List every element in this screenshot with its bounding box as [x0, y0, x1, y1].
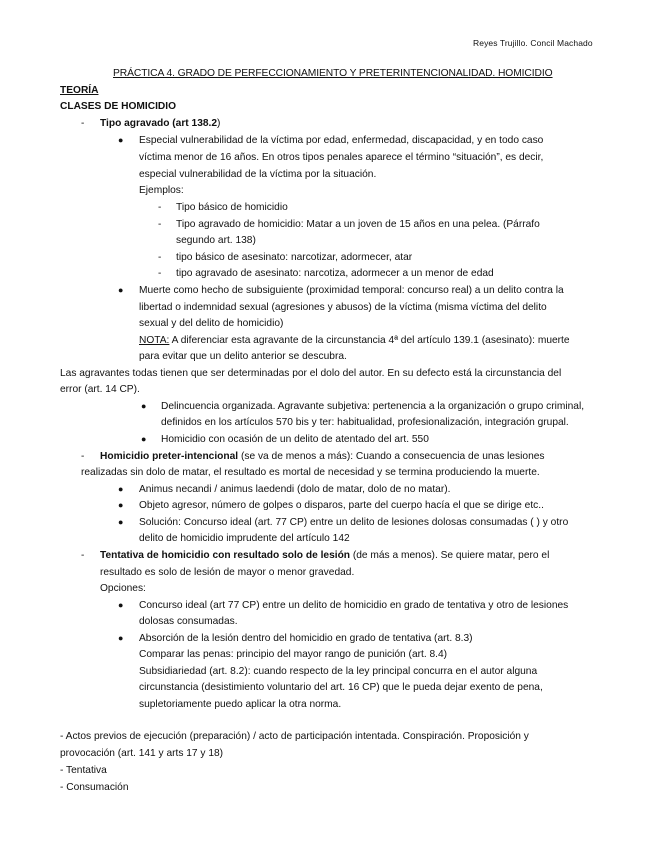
example-item: Tipo básico de homicidio	[176, 202, 288, 213]
dash-marker: -	[158, 219, 162, 230]
delincuencia-line: Delincuencia organizada. Agravante subjetiva: pertenencia a la organización o grupo criminal,	[161, 401, 585, 412]
dash-marker: -	[158, 252, 162, 263]
homicidio-ocasion: Homicidio con ocasión de un delito de atentado del art. 550	[161, 434, 429, 445]
example-item-cont: segundo art. 138)	[176, 235, 256, 246]
bullet-icon: ●	[141, 434, 147, 444]
nota-line	[139, 334, 570, 347]
dash-marker: -	[81, 118, 85, 129]
nota-line: para evitar que un delito anterior se descubra.	[139, 351, 347, 362]
final-line: - Consumación	[60, 782, 129, 793]
muerte-line: Muerte como hecho de subsiguiente (proximidad temporal: concurso real) a un delito contra la	[139, 285, 564, 296]
muerte-line: sexual y del delito de homicidio)	[139, 318, 284, 329]
example-item: Tipo agravado de homicidio: Matar a un joven de 15 años en una pelea. (Párrafo	[176, 219, 540, 230]
bullet-icon: ●	[118, 633, 124, 643]
opcion-line: circunstancia (desistimiento voluntario del art. 16 CP) que le pueda dejar exento de pena,	[139, 682, 543, 693]
dash-marker: -	[158, 268, 162, 279]
preter-bullet-cont: delito de homicidio imprudente del artículo 142	[139, 533, 350, 544]
preter-bullet: Objeto agresor, número de golpes o disparos, parte del cuerpo hacía el que se dirige etc..	[139, 500, 544, 511]
preter-text: (se va de menos a más): Cuando a consecuencia de unas lesiones	[238, 451, 545, 462]
bullet-icon: ●	[118, 135, 124, 145]
tentativa-line: resultado es solo de lesión de mayor o menor gravedad.	[100, 567, 355, 578]
bullet-icon: ●	[118, 285, 124, 295]
dash-marker: -	[81, 550, 85, 561]
nota-text: A diferenciar esta agravante de la circunstancia 4ª del artículo 139.1 (asesinato): muerte	[169, 335, 570, 346]
final-line: provocación (art. 141 y arts 17 y 18)	[60, 748, 224, 759]
theory-heading: TEORÍA	[60, 85, 99, 96]
delincuencia-line: definidos en los artículos 570 bis y ter: habitualidad, profesionalización, integración grupal.	[161, 417, 569, 428]
vuln-line: víctima menor de 16 años. En otros tipos penales aparece el término “situación”, es decir,	[139, 152, 544, 163]
tipo-agravado-art-num: 138.2	[191, 118, 218, 129]
dash-marker: -	[158, 202, 162, 213]
example-item: tipo agravado de asesinato: narcotiza, adormecer a un menor de edad	[176, 268, 494, 279]
vuln-line: especial vulnerabilidad de la víctima por la situación.	[139, 169, 377, 180]
opcion-line: Comparar las penas: principio del mayor rango de punición (art. 8.4)	[139, 649, 448, 660]
preter-label: Homicidio preter-intencional	[100, 451, 239, 462]
preter-bullet: Animus necandi / animus laedendi (dolo de matar, dolo de no matar).	[139, 484, 451, 495]
page-title: PRÁCTICA 4. GRADO DE PERFECCIONAMIENTO Y PRETERINTENCIONALIDAD. HOMICIDIO	[113, 68, 553, 79]
nota-label: NOTA:	[139, 335, 170, 346]
example-item: tipo básico de asesinato: narcotizar, adormecer, atar	[176, 252, 413, 263]
agravantes-line: Las agravantes todas tienen que ser determinadas por el dolo del autor. En su defecto está la circunstancia del	[60, 368, 562, 379]
opcion-line: dolosas consumadas.	[139, 616, 238, 627]
bullet-icon: ●	[118, 600, 124, 610]
classes-heading: CLASES DE HOMICIDIO	[60, 101, 177, 112]
bullet-icon: ●	[141, 401, 147, 411]
muerte-line: libertad o indemnidad sexual (agresiones y abusos) de la víctima (misma víctima del delito	[139, 302, 547, 313]
tentativa-heading	[100, 549, 549, 562]
opcion-line: Subsidiariedad (art. 8.2): cuando respecto de la ley principal concurra en el autor alguna	[139, 666, 538, 677]
header-author: Reyes Trujillo. Concil Machado	[473, 38, 593, 48]
tipo-agravado-art-close: )	[217, 118, 221, 129]
opcion-line: Absorción de la lesión dentro del homicidio en grado de tentativa (art. 8.3)	[139, 633, 473, 644]
opcion-line: supletoriamente puedo aplicar la otra norma.	[139, 699, 342, 710]
opcion-line: Concurso ideal (art 77 CP) entre un delito de homicidio en grado de tentativa y otro de lesiones	[139, 600, 569, 611]
dash-marker: -	[81, 451, 85, 462]
agravantes-line: error (art. 14 CP).	[60, 384, 140, 395]
vuln-line: Especial vulnerabilidad de la víctima por edad, enfermedad, discapacidad, y en todo caso	[139, 135, 544, 146]
final-line: - Tentativa	[60, 765, 107, 776]
preter-line: realizadas sin dolo de matar, el resultado es mortal de necesidad y se termina produciendo la muerte.	[81, 467, 540, 478]
tentativa-label: Tentativa de homicidio con resultado solo de lesión	[100, 550, 351, 561]
final-line: - Actos previos de ejecución (preparación) / acto de participación intentada. Conspiración. Proposición y	[60, 731, 529, 742]
tentativa-text: (de más a menos). Se quiere matar, pero el	[350, 550, 550, 561]
bullet-icon: ●	[118, 517, 124, 527]
ejemplos-label: Ejemplos:	[139, 185, 184, 196]
opciones-label: Opciones:	[100, 583, 146, 594]
preter-heading	[100, 450, 545, 463]
tipo-agravado-heading	[100, 117, 220, 130]
bullet-icon: ●	[118, 500, 124, 510]
bullet-icon: ●	[118, 484, 124, 494]
tipo-agravado-label: Tipo agravado	[100, 118, 170, 129]
tipo-agravado-art-open: (art	[169, 118, 192, 129]
preter-bullet: Solución: Concurso ideal (art. 77 CP) entre un delito de lesiones dolosas consumadas ( ) y otro	[139, 517, 569, 528]
